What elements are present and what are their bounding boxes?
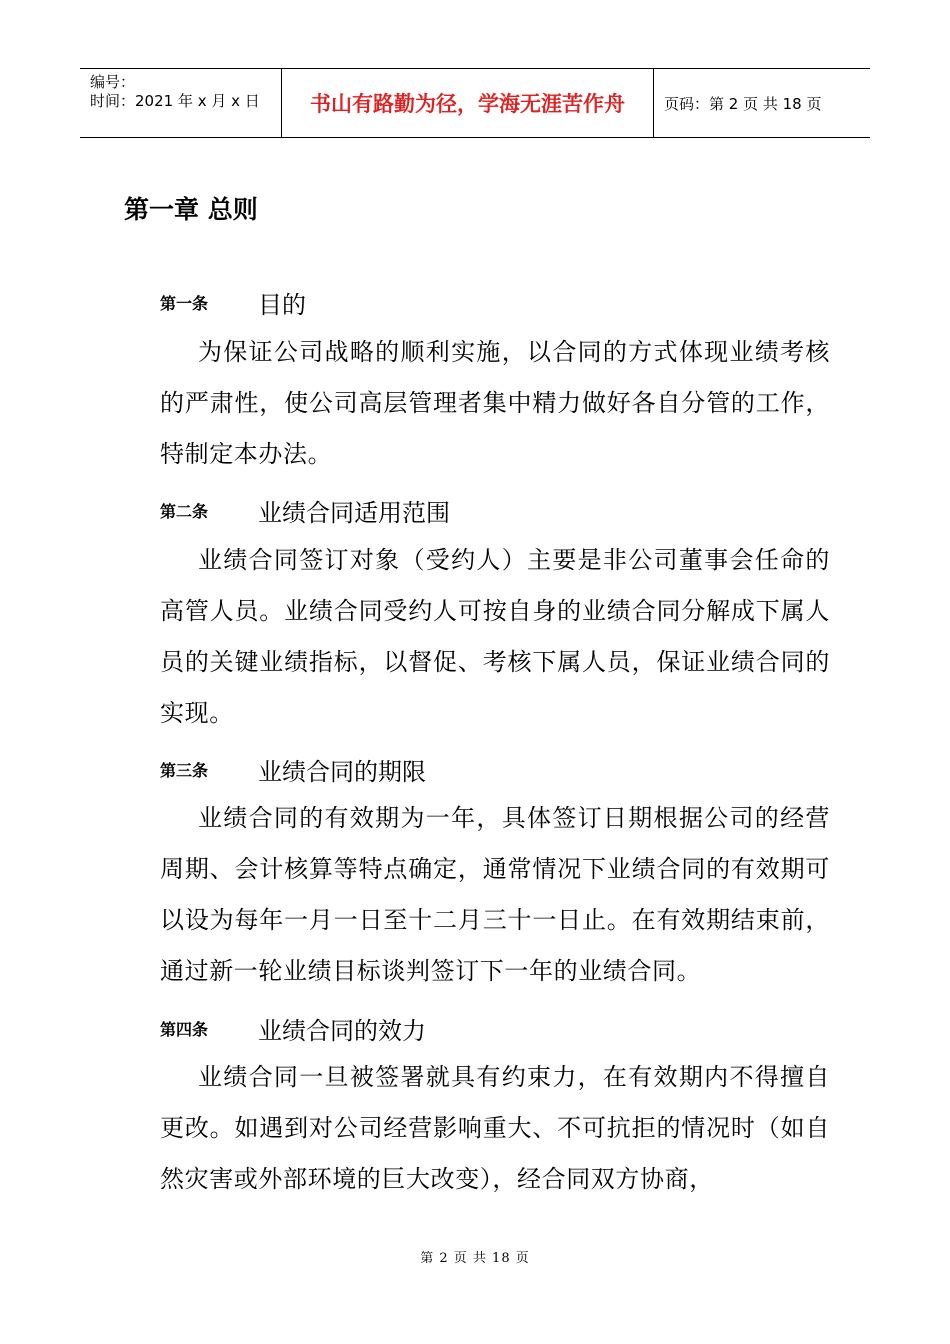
article-title: 业绩合同适用范围 — [258, 498, 450, 527]
article-number: 第四条 — [160, 1019, 209, 1039]
article-title: 目的 — [258, 290, 306, 319]
article-title: 业绩合同的效力 — [258, 1016, 426, 1045]
article-heading — [160, 490, 450, 530]
article-heading — [160, 282, 306, 322]
header-meta — [80, 69, 282, 137]
header-number-label: 编号： — [90, 73, 136, 91]
page-footer: 第 2 页 共 18 页 — [420, 1251, 530, 1266]
chapter-title: 第一章 总则 — [124, 195, 258, 224]
article-title: 业绩合同的期限 — [258, 757, 426, 786]
header-motto: 书山有路勤为径，学海无涯苦作舟 — [282, 69, 654, 137]
header-time-label: 时间：2021 年 x 月 x 日 — [90, 92, 260, 110]
article-body: 为保证公司战略的顺利实施，以合同的方式体现业绩考核的严肃性，使公司高层管理者集中精力做好各自分管的工作，特制定本办法。 — [160, 338, 830, 468]
article-body: 业绩合同的有效期为一年，具体签订日期根据公司的经营周期、会计核算等特点确定，通常情况下业绩合同的有效期可以设为每年一月一日至十二月三十一日止。在有效期结束前，通过新一轮业绩目标谈判签订下一年的业绩合同。 — [160, 804, 830, 985]
page-header — [80, 68, 870, 138]
article-heading — [160, 749, 426, 789]
article-body: 业绩合同签订对象（受约人）主要是非公司董事会任命的高管人员。业绩合同受约人可按自身的业绩合同分解成下属人员的关键业绩指标，以督促、考核下属人员，保证业绩合同的实现。 — [160, 546, 830, 727]
article-number: 第三条 — [160, 760, 209, 780]
header-page-info: 页码：第 2 页 共 18 页 — [664, 94, 822, 113]
article-number: 第一条 — [160, 293, 209, 313]
article-heading — [160, 1008, 426, 1048]
article-number: 第二条 — [160, 501, 209, 521]
article-body: 业绩合同一旦被签署就具有约束力，在有效期内不得擅自更改。如遇到对公司经营影响重大、不可抗拒的情况时（如自然灾害或外部环境的巨大改变），经合同双方协商， — [160, 1063, 830, 1193]
